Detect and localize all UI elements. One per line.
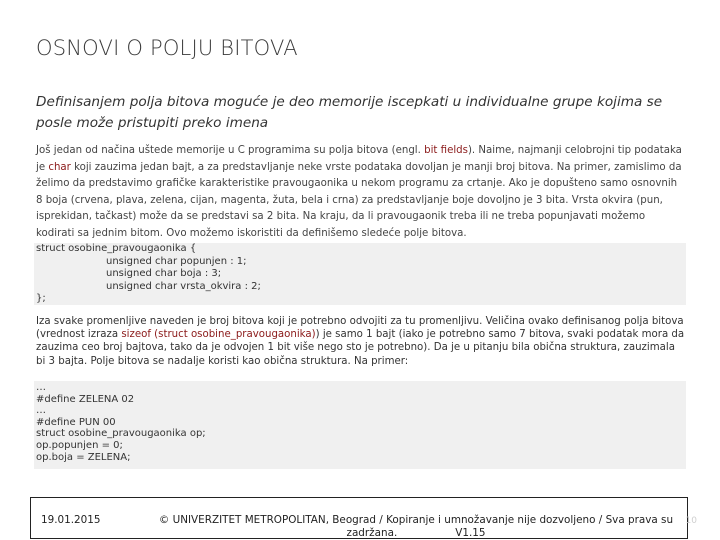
- code-block-usage: [34, 381, 686, 469]
- bit-fields-term: bit fields: [424, 145, 468, 156]
- code-line: unsigned char boja : 3;: [106, 268, 222, 279]
- footer-copyright: [151, 514, 681, 539]
- code-line: …: [36, 405, 46, 417]
- code-line: };: [36, 293, 46, 304]
- code-line: …: [36, 382, 46, 393]
- code-line: struct osobine_pravougaonika op;: [36, 428, 206, 440]
- slide-footer: [30, 497, 697, 539]
- sizeof-expression: sizeof (struct osobine_pravougaonika): [121, 329, 316, 341]
- paragraph-text: Još jedan od načina uštede memorije u C programima su polja bitova (engl.: [36, 145, 425, 156]
- code-line: struct osobine_pravougaonika {: [36, 243, 197, 254]
- slide-title: OSNOVI O POLJU BITOVA: [36, 36, 298, 60]
- paragraph-text: Iza svake promenljive naveden je broj bitova koji je potrebno odvojiti za tu promenljivu. Veličina ovako definisanog polja bitova (vrednost izraza: [36, 316, 684, 341]
- footer-date: 19.01.2015: [41, 514, 101, 526]
- code-block-struct: [34, 243, 686, 305]
- copyright-line-2: [151, 527, 681, 540]
- paragraph-text: koji zauzima jedan bajt, a za predstavljanje neke vrste podataka dovoljan je manji broj bitova. Na primer, zamislimo da želimo da predstavimo grafičke karakteristike pravougaonika u nekom programu za crtanje. Ako je dopušteno samo osnovnih 8 boja (crvena, plava, zelena, cijan, magenta, žuta, bela i crna) za predstavljanje boje dovoljno je 3 bita. Vrsta okvira (pun, isprekidan, tačkast) može da se predstavi sa 2 bita. Na kraju, da li pravougaonik treba ili ne treba popunjavati možemo kodirati sa jednim bitom. Ovo možemo iskoristiti da definišemo sledeće polje bitova.: [36, 161, 682, 239]
- copyright-end: zadržana.: [346, 526, 398, 539]
- copyright-line: © UNIVERZITET METROPOLITAN, Beograd / Kopiranje i umnožavanje nije dozvoljeno / Sva prava su: [158, 514, 674, 526]
- char-keyword: char: [48, 161, 71, 173]
- paragraph-explanation: [36, 315, 686, 368]
- code-line: #define ZELENA 02: [36, 393, 135, 405]
- code-line: #define PUN 00: [36, 416, 116, 428]
- paragraph-text: ) je samo 1 bajt (iako je potrebno samo 7 bitova, svaki podatak mora da zauzima ceo broj bajtova, tako da je odvojen 1 bit više nego sto je potrebno). Da je u pitanju bila obična struktura, zauzimala bi 3 bajta. Polje bitova se nadalje koristi kao obična struktura. Na primer:: [36, 329, 685, 367]
- code-line: unsigned char vrsta_okvira : 2;: [106, 280, 261, 292]
- paragraph-intro: [36, 143, 686, 243]
- code-line: unsigned char popunjen : 1;: [106, 255, 247, 267]
- slide-subtitle: Definisanjem polja bitova moguće je deo memorije iscepkati u individualne grupe kojima se posle može pristupiti preko imena: [36, 94, 663, 131]
- code-line: op.boja = ZELENA;: [36, 451, 131, 463]
- paragraph-text: ). Naime, najmanji celobrojni tip podataka je: [36, 145, 682, 173]
- page-number: 10: [685, 516, 697, 526]
- version-label: V1.15: [455, 526, 486, 539]
- code-line: op.popunjen = 0;: [36, 439, 123, 451]
